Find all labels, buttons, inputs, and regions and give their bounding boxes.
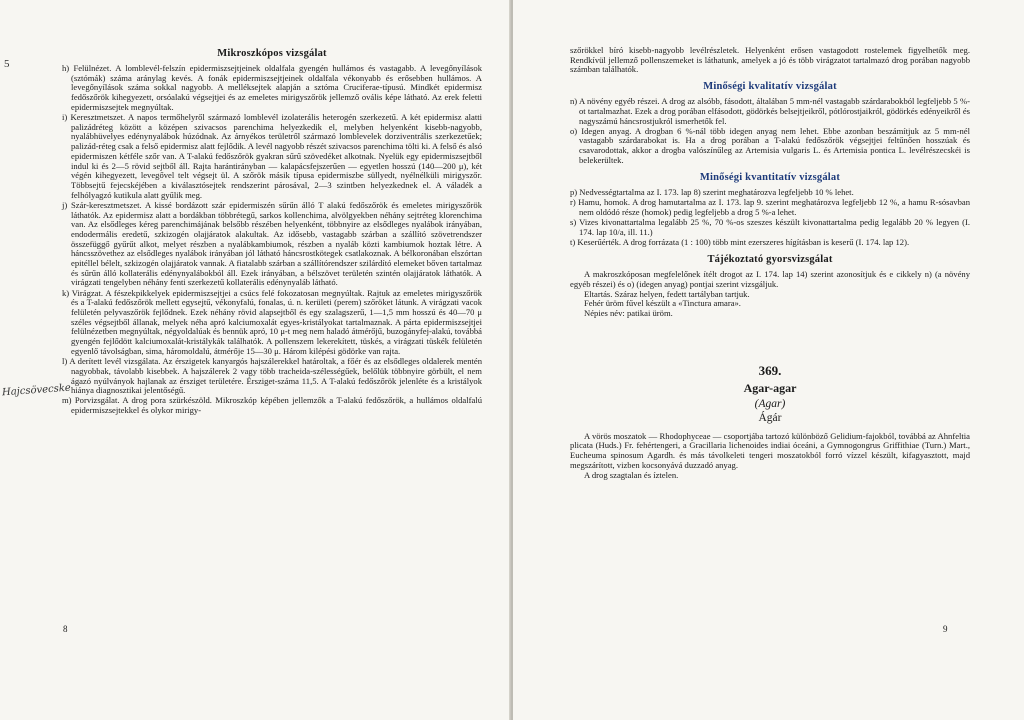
official-preparation-text: Fehér üröm fűvel készült a «Tinctura amara».: [584, 298, 741, 309]
section-title-microscopy: Mikroszkópos vizsgálat: [217, 48, 327, 59]
right-text-column: [570, 46, 970, 480]
entry-p-moisture: p) Nedvességtartalma az I. 173. lap 8) szerint meghatározva legfeljebb 10 % lehet.: [570, 187, 854, 198]
page-number-left: 8: [63, 624, 68, 634]
monograph-hungarian-name: Ágár: [758, 411, 782, 424]
entry-j-stem-cross-section: j) Szár-keresztmetszet. A kissé bordázott szár epidermiszén sűrűn álló T alakú fedőszőrök és emeletes mirigyszőrök láthatók. Az epidermisz alatt a bordákban többrétegű, sarkos kollenchima, alvölgyekben néhány sejtréteg klorenchima van. Az elsődleges kéreg parenchimájának belsőbb részében helyenként, többnyire az elsődleges nyalábok irányában, endodermális eredetű, szkizogén olajjáratok alakultak. Az idősebb, vastagabb szárban a szállító szövetrendszer összefüggő gyűrűt alkot, melyet részben a nyalábkambiumok, részben a nyaláb közti kambiumok hoztak létre. A háncsszövethez az elsődleges nyalábok irányában jól látható háncsrostkötegek csatlakoznak. A bélkoronában elszórtan epitéllel bélelt, szkizogén olajjáratok vannak. A fiatalabb szárban a szállítórendszer szilárdító elemeket bőven tartalmaz és sűrűn álló kollaterális edénynyalábokból áll. Ezek irányában, a bélszövet területén szintén olajjáratok láthatók. A virágzati tengelyben néhány fenti szerkezetű kollaterális edénynyaláb látható.: [62, 199, 482, 288]
entry-m-powder-exam: m) Porvizsgálat. A drog pora szürkészöld. Mikroszkóp képében jellemzők a T-alakú fedőszőrök, a hullámos oldalfalú epidermiszsejtekkel és olykor mirigy-: [62, 395, 482, 416]
entry-r-ash: r) Hamu, homok. A drog hamutartalma az I. 173. lap 9. szerint meghatározva legfeljebb 12 %, a hamu R-sósavban nem oldódó része (homok) pedig legfeljebb a drog 5 %-a lehet.: [570, 197, 970, 217]
entry-o-foreign-matter: o) Idegen anyag. A drogban 6 %-nál több idegen anyag nem lehet. Ebbe azonban beszámítjuk az 5 mm-nél vastagabb szárdarabokat is. Ha a drog porában a T-alakú fedőszőrök végsejtjei feltűnően hosszúak és csavarodottak, akkor a drogba valószínűleg az Artemisia vulgaris L. és Artemisia pontica L. levélrészecskéi is belekerültek.: [570, 125, 970, 165]
quick-test-text: A makroszkóposan megfelelőnek ítélt drogot az I. 174. lap 14) szerint azonosítjuk és e cikkely n) (a növény egyéb részei) és o) (idegen anyag) pontjai szerint vizsgáljuk.: [570, 269, 970, 289]
entry-l-cleared-leaf: l) A derített levél vizsgálata. Az érszigetek kanyargós hajszálerekkel határoltak, a főér és az elsődleges oldalerek mentén nagyobbak, távolabb kisebbek. A hajszálerek 2 vagy több tracheida-szélességűek, belőlük többnyire görbült, el nem ágazó nyúlványok hajlanak az érsziget területére. Érsziget-száma 11,5. A T-alakú fedőszőrök jelenléte és a kristályok hiánya diagnosztikai jelentőségű.: [62, 356, 482, 396]
storage-text: Eltartás. Száraz helyen, fedett tartályban tartjuk.: [584, 288, 750, 299]
entry-k-inflorescence: k) Virágzat. A fészekpikkelyek epidermiszsejtjei a csúcs felé fokozatosan megnyúltak. Rajtuk az emeletes mirigyszőrök és a T-alakú fedőszőrök mellett egysejtű, vékonyfalú, fonalas, ú. n. kerületi (perem) szőröket látunk. A virágzati vacok felületén pelyvaszőrök fejlődnek. Ezek néhány rövid alapsejtből és egy szalagszerű, 1—1,5 mm hosszú és 40—70 μ széles végsejtből állanak, melyek néha apró kalciumoxalát egyes-kristályokat tartalmaznak. A párta epidermiszsejtjei felülnézetben megnyúltak, négyoldalúak és bennük apró, 10 μ-t meg nem haladó átmérőjű, buzogányfej-alakú, továbbá gyengén fejlődött kalciumoxalát-kristálykák találhatók. A pollenszem lekerekített, tüskés, a virágzati tüskék felületén egyenlő távolságban, sima, háromoldalú, átmérője 15—30 μ. Három kilépési gödörke van rajta.: [62, 287, 482, 356]
page-number-right: 9: [943, 624, 948, 634]
entry-s-extract: s) Vizes kivonattartalma legalább 25 %, 70 %-os szeszes készült kivonattartalma pedig legalább 20 % legyen (I. 174. lap 10/a, ill. 11.): [570, 217, 970, 237]
monograph-odor-taste: A drog szagtalan és íztelen.: [584, 469, 679, 480]
monograph-number: 369.: [758, 362, 782, 378]
section-title-quantitative: Minőségi kvantitatív vizsgálat: [699, 172, 841, 184]
monograph-title: Agar-agar: [743, 380, 797, 395]
right-page: [513, 0, 1024, 720]
left-text-column: [62, 48, 482, 416]
entry-i-cross-section: i) Keresztmetszet. A napos termőhelyről származó lomblevél izolaterális heterogén szerkezetű. A két epidermisz alatti palizádréteg között a középen szivacsos parenchima helyezkedik el, melyben helyenként kisebb-nagyobb, nyalábhüvelyes edénynyalábok húzódnak. Az árnyékos területről származó lomblevelek dorziventrális szerkezetűek; palizád-réteg csak a felső epidermisz alatt fejlődik. A levél nagyobb részét szivacsos parenchima tölti ki. A felső és alsó epidermiszen kétféle szőr van. A T-alakú fedőszőrök gyakran sűrű szövedéket alkotnak. Nyelük egy epidermiszsejtből indul ki és 2—5 rövid sejtből áll. Rajta harántirányban — kalapácsfejszerűen — egyetlen hosszú (140—200 μ), két végén kihegyezett, levegővel telt végsejt ül. A szőrök másik típusa epidermiszbe süllyedt, nyélnélküli mirigyszőr. Többsejtű fejecskéjében a kiválasztósejtek rendszerint párosával, 2—3 szintben helyezkednek el. A váladék a felhólyagzó kutikula alatt gyűlik meg.: [62, 112, 482, 200]
entry-t-bitterness: t) Keserűérték. A drog forrázata (1 : 100) több mint ezerszeres hígításban is keserű (I. 174. lap 12).: [570, 237, 910, 248]
monograph-latin-name: (Agar): [754, 397, 786, 410]
scan-mark: 5: [4, 58, 10, 70]
entry-n-other-plant-parts: n) A növény egyéb részei. A drog az alsóbb, fásodott, általában 5 mm-nél vastagabb szárdarabokból legfeljebb 5 %-ot tartalmazhat. Ezek a drog porában elfásodott, gödörkés belsejtjeikről, pótlórostjaikról, gödörkés edényeikről és nagyszámú háncsrostjukról ismerhetők fel.: [570, 96, 970, 126]
monograph-description: A vörös moszatok — Rhodophyceae — csoportjába tartozó különböző Gelidium-fajokból, továbbá az Ahnfeltia plicata (Huds.) Fr. fehértengeri, a Gracillaria lichenoides indiai óceáni, a Gymnogongrus Griffithiae (Turn.) Mart., Eucheuma spinosum Agardh. és más távolkeleti tengeri moszatokból forró vízzel készült, kifagyasztott, majd megszárított, vizben kocsonyává duzzadó anyag.: [570, 430, 970, 470]
continued-paragraph: szőrökkel bíró kisebb-nagyobb levélrészletek. Helyenként erősen vastagodott rostelemek figyelhetők meg. Rendkívül jellemző pollenszemeket is láthatunk, amelyek a jó és több virágzatot tartalmazó drog porában nagyobb számban találhatók.: [570, 45, 970, 75]
entry-h-surface-view: h) Felülnézet. A lomblevél-felszín epidermiszsejtjeinek oldalfala gyengén hullámos és vastagabb. A levegőnyílások (sztómák) száma aránylag kevés. A fonák epidermiszsejtjeinek oldalfala vékonyabb és erősebben hullámos. A levegőnyílások száma sokkal nagyobb. A melléksejtek alapján a sztóma Cruciferae-típusú. Mindkét epidermisz fedőszőrök kihegyezett, orsóalakú végsejtjei és az emeletes mirigyszőrök jellemző ovális képe látható. Az erek feletti epidermiszsejtek megnyúltak.: [62, 63, 482, 112]
handwritten-margin-note: Hajcsövecske: [1, 382, 72, 399]
section-title-qualitative: Minőségi kvalitatív vizsgálat: [703, 81, 837, 93]
left-page: [0, 0, 511, 720]
section-title-quick-test: Tájékoztató gyorsvizsgálat: [707, 254, 833, 266]
folk-name-text: Népies név: patikai üröm.: [584, 308, 673, 319]
